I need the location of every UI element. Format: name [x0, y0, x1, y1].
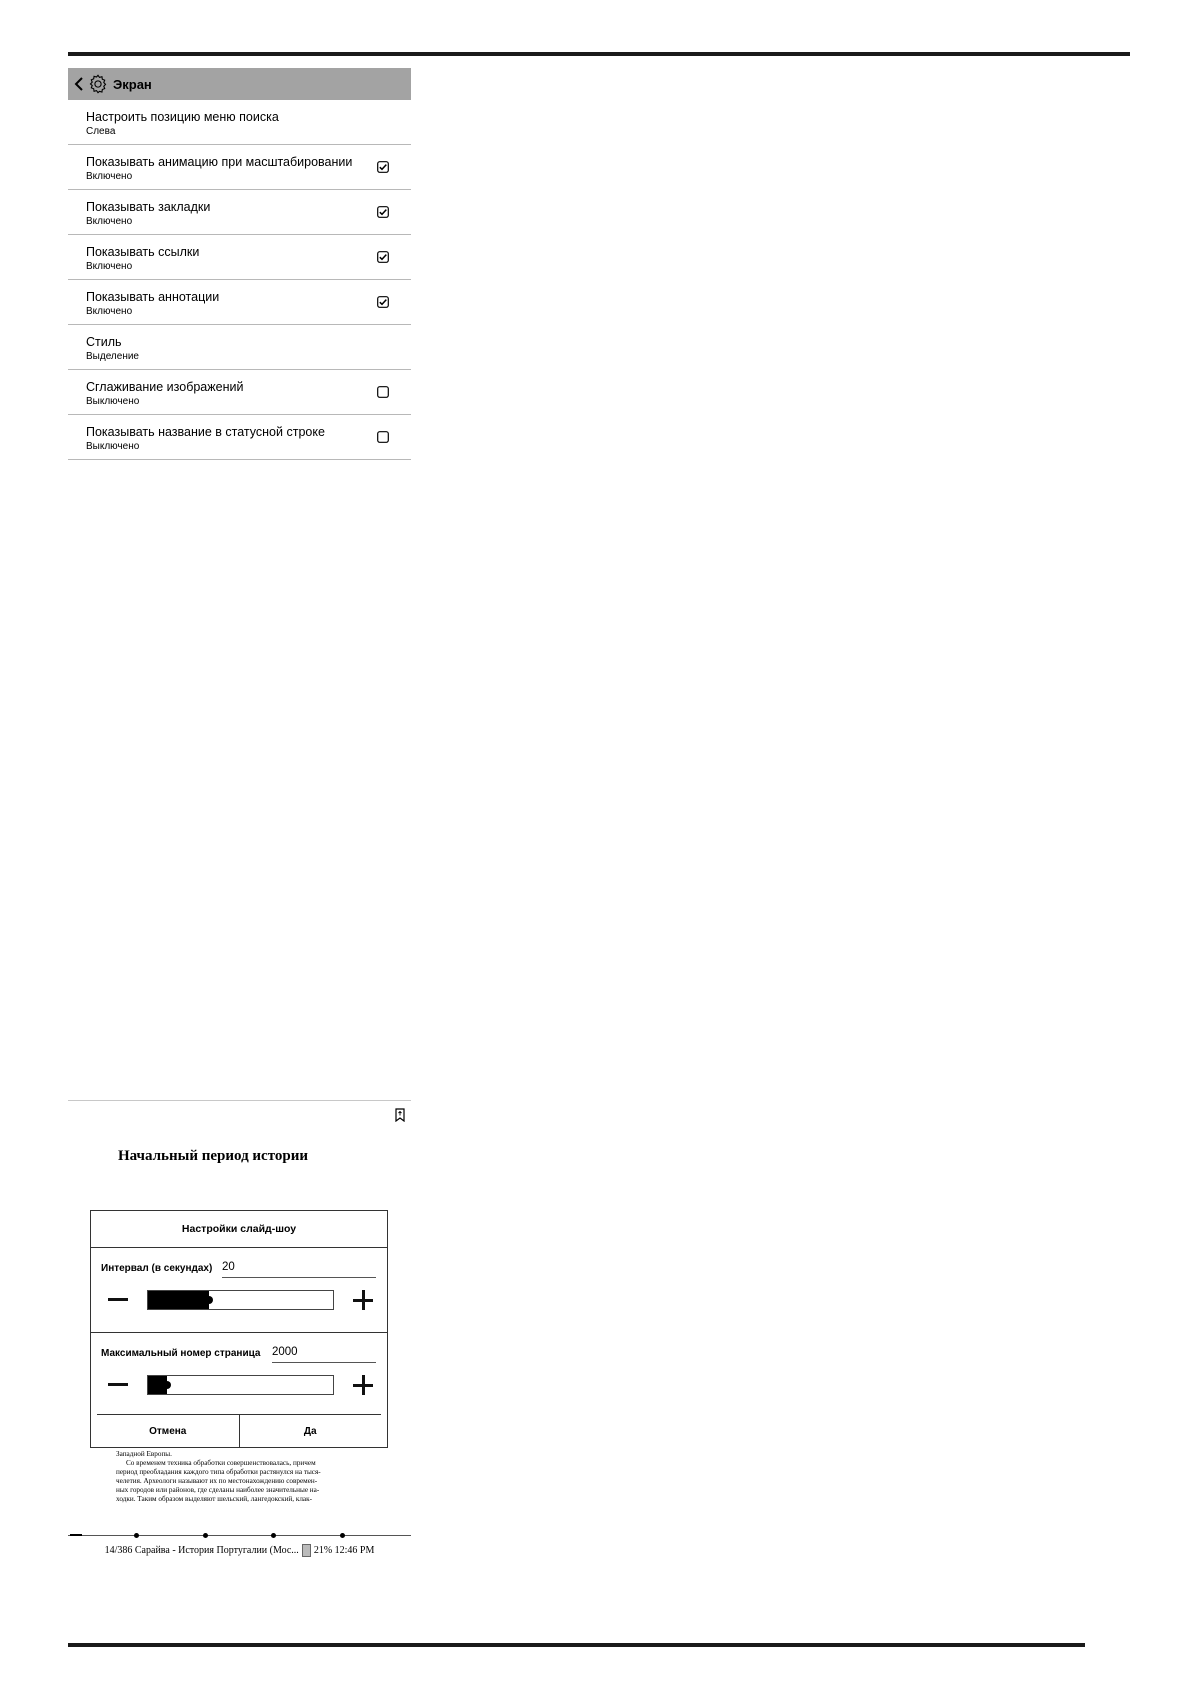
settings-row-label: Показывать ссылки: [86, 245, 200, 259]
settings-row-label: Показывать название в статусной строке: [86, 425, 325, 439]
progress-current-marker: [70, 1534, 82, 1536]
settings-row-value: Включено: [86, 261, 133, 272]
back-arrow-icon[interactable]: [72, 74, 86, 94]
chapter-title: Начальный период истории: [117, 1148, 309, 1164]
book-text: [116, 1450, 360, 1504]
chapter-mark: [271, 1533, 276, 1538]
gear-icon: [87, 73, 109, 95]
max-page-plus-button[interactable]: [353, 1375, 373, 1395]
chapter-mark: [134, 1533, 139, 1538]
checkbox-checked-icon[interactable]: [377, 251, 389, 263]
checkbox-checked-icon[interactable]: [377, 206, 389, 218]
settings-row[interactable]: [68, 190, 411, 235]
status-battery: 21%: [313, 1545, 333, 1556]
reader-top-divider: [68, 1100, 411, 1101]
chapter-mark: [340, 1533, 345, 1538]
checkbox-checked-icon[interactable]: [377, 296, 389, 308]
page-top-rule: [68, 52, 1130, 56]
book-text-line: ных городов или районов, где сделаны наиболее значительные на-: [116, 1486, 320, 1494]
dialog-buttons: [97, 1414, 381, 1447]
settings-row[interactable]: [68, 415, 411, 460]
settings-row-label: Сглаживание изображений: [86, 380, 244, 394]
book-text-line: период преобладания каждого типа обработки растянулся на тыся-: [116, 1468, 321, 1476]
settings-row[interactable]: [68, 370, 411, 415]
settings-row-label: Показывать анимацию при масштабировании: [86, 155, 353, 169]
settings-row-label: Настроить позицию меню поиска: [86, 110, 279, 124]
max-page-label: Максимальный номер страница: [101, 1348, 261, 1359]
cancel-button[interactable]: Отмена: [97, 1415, 240, 1447]
battery-icon: [302, 1544, 311, 1557]
status-page: 14/386: [104, 1545, 133, 1556]
max-page-slider-handle[interactable]: [163, 1381, 171, 1389]
settings-row[interactable]: [68, 145, 411, 190]
settings-row-label: Показывать закладки: [86, 200, 211, 214]
max-page-minus-button[interactable]: [108, 1383, 128, 1386]
settings-row[interactable]: [68, 235, 411, 280]
checkbox-unchecked-icon[interactable]: [377, 386, 389, 398]
book-text-line: Западной Европы.: [116, 1450, 172, 1458]
settings-row-label: Показывать аннотации: [86, 290, 220, 304]
settings-row-value: Включено: [86, 171, 133, 182]
settings-row-value: Выделение: [86, 351, 139, 362]
interval-slider-handle[interactable]: [205, 1296, 213, 1304]
interval-minus-button[interactable]: [108, 1298, 128, 1301]
interval-input[interactable]: 20: [222, 1261, 376, 1278]
status-book-title: Сарайва - История Португалии (Мос...: [134, 1545, 299, 1556]
settings-row[interactable]: [68, 280, 411, 325]
settings-row-value: Слева: [86, 126, 116, 137]
max-page-slider[interactable]: [147, 1375, 334, 1395]
settings-title: Экран: [113, 76, 152, 92]
settings-row-value: Включено: [86, 216, 133, 227]
interval-label: Интервал (в секундах): [101, 1263, 213, 1274]
chapter-mark: [203, 1533, 208, 1538]
settings-row-label: Стиль: [86, 335, 122, 349]
dialog-title: Настройки слайд-шоу: [91, 1211, 387, 1248]
interval-section: [91, 1248, 387, 1333]
settings-screen: [68, 68, 411, 460]
max-page-section: [91, 1333, 387, 1415]
bookmark-icon[interactable]: [395, 1108, 405, 1122]
book-text-line: ходки. Таким образом выделяют шельский, лангедокский, клак-: [116, 1495, 313, 1503]
book-text-line: Со временем техника обработки совершенствовалась, причем: [126, 1459, 316, 1467]
interval-slider[interactable]: [147, 1290, 334, 1310]
interval-slider-fill: [148, 1291, 209, 1309]
settings-row-value: Выключено: [86, 396, 140, 407]
slideshow-settings-dialog: [90, 1210, 388, 1448]
settings-row-value: Включено: [86, 306, 133, 317]
page-bottom-rule: [68, 1643, 1085, 1647]
settings-row[interactable]: [68, 100, 411, 145]
status-time: 12:46 PM: [334, 1545, 375, 1556]
checkbox-checked-icon[interactable]: [377, 161, 389, 173]
status-bar: [68, 1544, 411, 1557]
ok-button[interactable]: Да: [303, 1425, 317, 1437]
settings-row[interactable]: [68, 325, 411, 370]
interval-plus-button[interactable]: [353, 1290, 373, 1310]
settings-row-value: Выключено: [86, 441, 140, 452]
progress-line: [68, 1535, 411, 1536]
reader-screen: [68, 1100, 411, 1570]
book-text-line: челетия. Археологи называют их по местонахождению современ-: [116, 1477, 318, 1485]
reading-progress-bar[interactable]: [68, 1532, 411, 1540]
checkbox-unchecked-icon[interactable]: [377, 431, 389, 443]
max-page-input[interactable]: 2000: [272, 1346, 376, 1363]
settings-header: [68, 68, 411, 100]
